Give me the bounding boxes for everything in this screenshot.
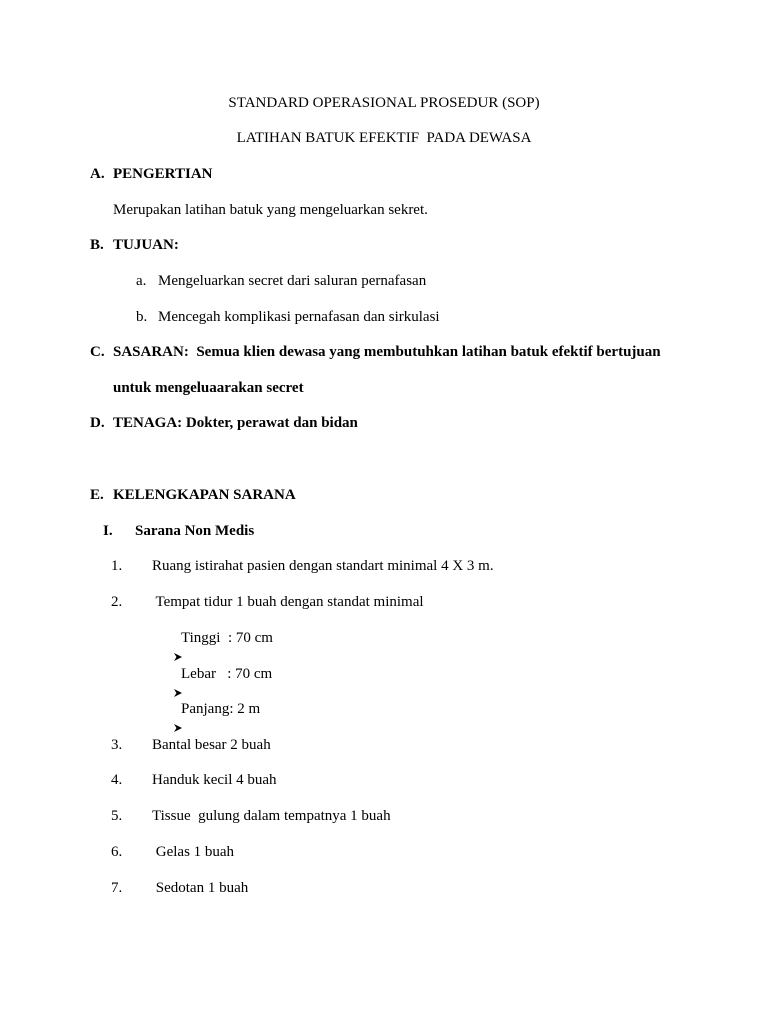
document-title: STANDARD OPERASIONAL PROSEDUR (SOP) bbox=[228, 95, 540, 111]
list-item: Mengeluarkan secret dari saluran pernafasan bbox=[158, 273, 427, 289]
arrowhead-bullet-icon bbox=[173, 723, 183, 733]
section-a-text: Merupakan latihan batuk yang mengeluarkan sekret. bbox=[113, 202, 428, 218]
bullet-item-text: Lebar : 70 cm bbox=[181, 666, 273, 682]
list-item: Ruang istirahat pasien dengan standart minimal 4 X 3 m. bbox=[152, 558, 494, 574]
list-item: Mencegah komplikasi pernafasan dan sirkulasi bbox=[158, 309, 440, 325]
list-item-marker: 6. bbox=[111, 844, 123, 860]
section-b-heading: TUJUAN: bbox=[113, 237, 179, 253]
section-e-heading: KELENGKAPAN SARANA bbox=[113, 487, 296, 503]
list-item-marker: 2. bbox=[111, 594, 123, 610]
list-item-marker: 3. bbox=[111, 737, 123, 753]
list-item-marker: 5. bbox=[111, 808, 123, 824]
list-item: Bantal besar 2 buah bbox=[152, 737, 271, 753]
section-a-marker: A. bbox=[90, 166, 105, 182]
list-item-marker: 4. bbox=[111, 772, 123, 788]
subsection-marker: I. bbox=[103, 523, 113, 539]
section-d-marker: D. bbox=[90, 415, 105, 431]
list-item: Sedotan 1 buah bbox=[152, 880, 249, 896]
list-item: Gelas 1 buah bbox=[152, 844, 235, 860]
arrowhead-bullet-icon bbox=[173, 688, 183, 698]
section-c-text-line2: untuk mengeluaarakan secret bbox=[113, 380, 304, 396]
section-a-heading: PENGERTIAN bbox=[113, 166, 213, 182]
arrowhead-bullet-icon bbox=[173, 652, 183, 662]
section-c-marker: C. bbox=[90, 344, 105, 360]
bullet-item-text: Tinggi : 70 cm bbox=[181, 630, 273, 646]
list-item: Tissue gulung dalam tempatnya 1 buah bbox=[152, 808, 391, 824]
document-subtitle: LATIHAN BATUK EFEKTIF PADA DEWASA bbox=[236, 130, 532, 146]
subsection-heading: Sarana Non Medis bbox=[135, 523, 255, 539]
bullet-item-text: Panjang: 2 m bbox=[181, 701, 261, 717]
section-d-text: TENAGA: Dokter, perawat dan bidan bbox=[113, 415, 358, 431]
section-b-marker: B. bbox=[90, 237, 104, 253]
list-item-marker: a. bbox=[136, 273, 147, 289]
list-item-marker: 1. bbox=[111, 558, 123, 574]
list-item: Handuk kecil 4 buah bbox=[152, 772, 277, 788]
list-item: Tempat tidur 1 buah dengan standat minimal bbox=[152, 594, 424, 610]
section-c-text-line1: SASARAN: Semua klien dewasa yang membutuhkan latihan batuk efektif bertujuan bbox=[113, 344, 661, 360]
list-item-marker: b. bbox=[136, 309, 148, 325]
section-e-marker: E. bbox=[90, 487, 104, 503]
list-item-marker: 7. bbox=[111, 880, 123, 896]
